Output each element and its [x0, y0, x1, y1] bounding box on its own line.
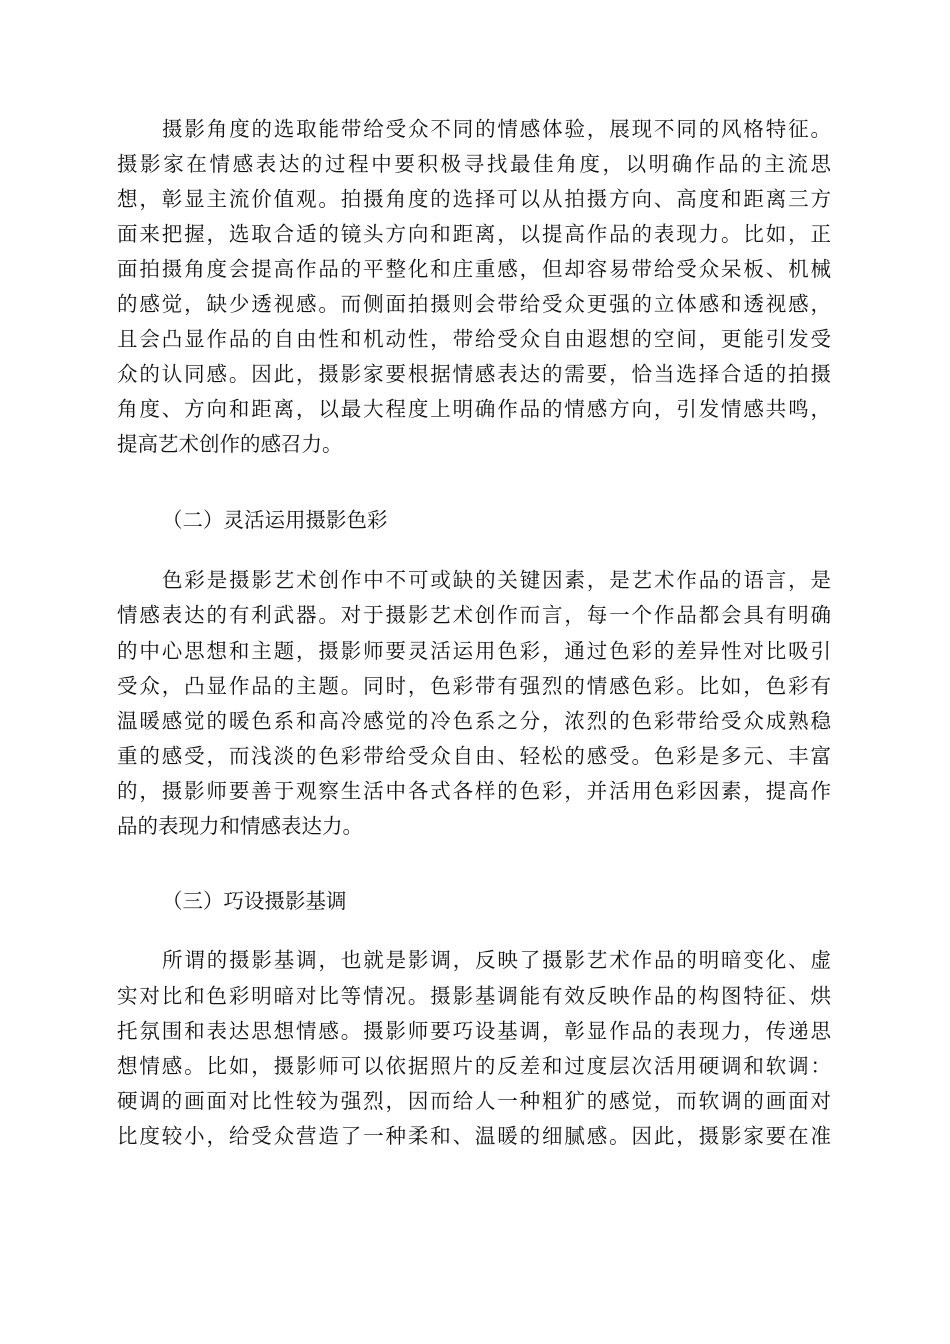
paragraph-line: 角度、方向和距离，以最大程度上明确作品的情感方向，引发情感共鸣，	[117, 397, 831, 421]
section-heading: （二）灵活运用摄影色彩	[162, 508, 388, 532]
paragraph-line: 摄影家在情感表达的过程中要积极寻找最佳角度，以明确作品的主流思	[117, 152, 831, 176]
paragraph-line: 想，彰显主流价值观。拍摄角度的选择可以从拍摄方向、高度和距离三方	[117, 187, 831, 211]
paragraph-line: 众的认同感。因此，摄影家要根据情感表达的需要，恰当选择合适的拍摄	[117, 362, 831, 386]
paragraph-line: 摄影角度的选取能带给受众不同的情感体验，展现不同的风格特征。	[162, 117, 831, 141]
paragraph-line: 的中心思想和主题，摄影师要灵活运用色彩，通过色彩的差异性对比吸引	[117, 639, 831, 663]
paragraph-line: 受众，凸显作品的主题。同时，色彩带有强烈的情感色彩。比如，色彩有	[117, 674, 831, 698]
paragraph-line: 温暖感觉的暖色系和高冷感觉的冷色系之分，浓烈的色彩带给受众成熟稳	[117, 709, 831, 733]
paragraph-line: 色彩是摄影艺术创作中不可或缺的关键因素，是艺术作品的语言，是	[162, 568, 831, 592]
paragraph-line: 情感表达的有利武器。对于摄影艺术创作而言，每一个作品都会具有明确	[117, 603, 831, 627]
paragraph-line: 的，摄影师要善于观察生活中各式各样的色彩，并活用色彩因素，提高作	[117, 779, 831, 803]
section-heading: （三）巧设摄影基调	[162, 889, 347, 913]
paragraph-line: 重的感受，而浅淡的色彩带给受众自由、轻松的感受。色彩是多元、丰富	[117, 744, 831, 768]
paragraph-line: 的感觉，缺少透视感。而侧面拍摄则会带给受众更强的立体感和透视感，	[117, 292, 831, 316]
paragraph-line: 托氛围和表达思想情感。摄影师要巧设基调，彰显作品的表现力，传递思	[117, 1019, 831, 1043]
paragraph-line: 硬调的画面对比性较为强烈，因而给人一种粗犷的感觉，而软调的画面对	[117, 1089, 831, 1113]
paragraph-line: 所谓的摄影基调，也就是影调，反映了摄影艺术作品的明暗变化、虚	[162, 948, 831, 972]
paragraph-line: 提高艺术创作的感召力。	[117, 432, 343, 456]
paragraph-line: 面来把握，选取合适的镜头方向和距离，以提高作品的表现力。比如，正	[117, 222, 831, 246]
paragraph-line: 想情感。比如，摄影师可以依据照片的反差和过度层次活用硬调和软调：	[117, 1054, 831, 1078]
paragraph-line: 实对比和色彩明暗对比等情况。摄影基调能有效反映作品的构图特征、烘	[117, 984, 831, 1008]
paragraph-line: 品的表现力和情感表达力。	[117, 814, 363, 838]
paragraph-line: 且会凸显作品的自由性和机动性，带给受众自由遐想的空间，更能引发受	[117, 327, 831, 351]
paragraph-line: 比度较小，给受众营造了一种柔和、温暖的细腻感。因此，摄影家要在准	[117, 1124, 831, 1148]
paragraph-line: 面拍摄角度会提高作品的平整化和庄重感，但却容易带给受众呆板、机械	[117, 257, 831, 281]
